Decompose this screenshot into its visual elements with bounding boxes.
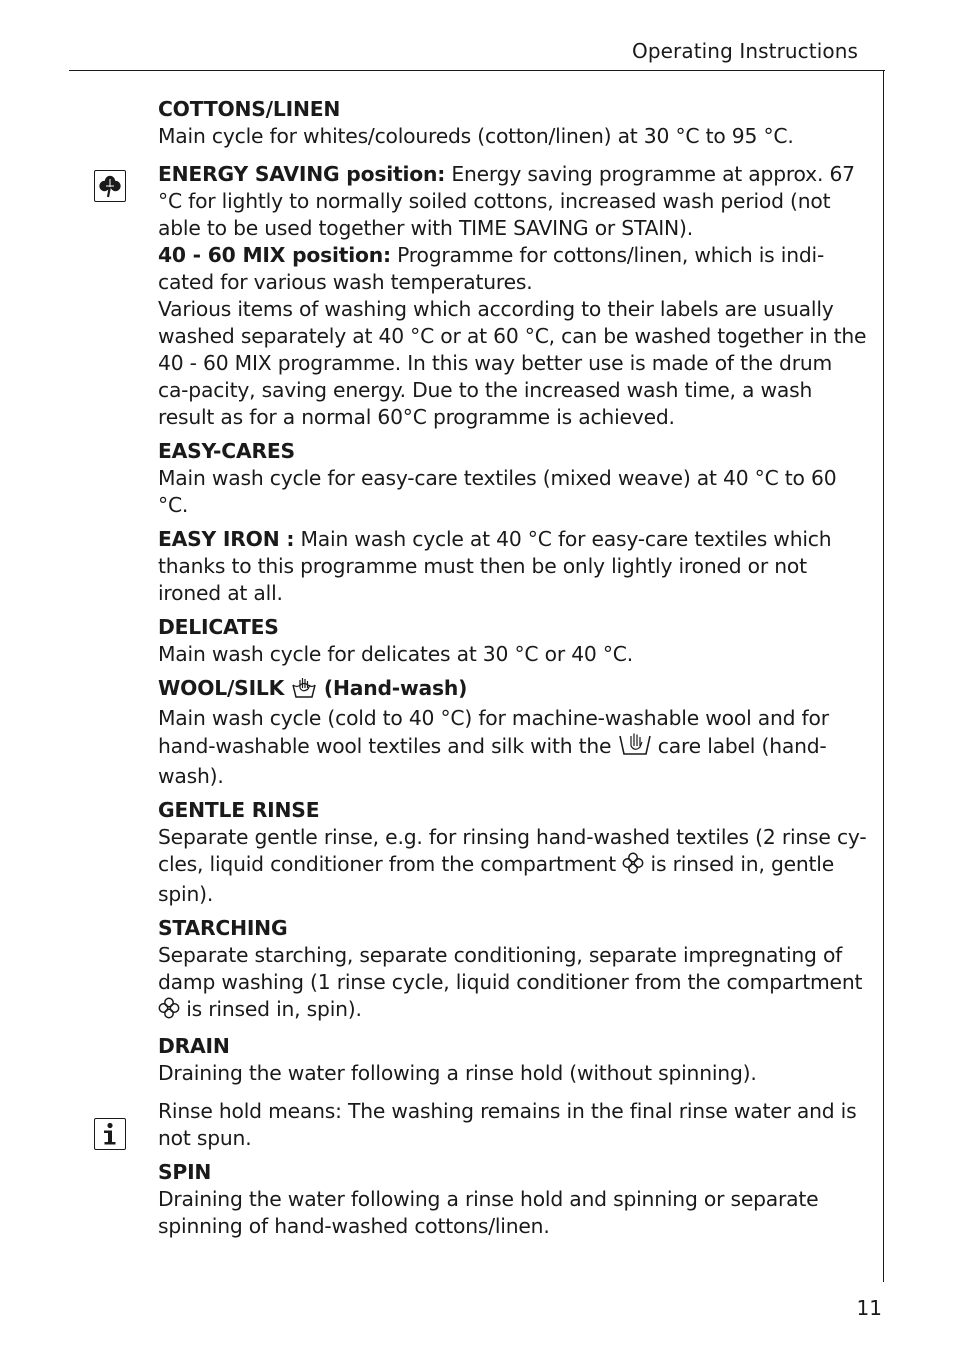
- section-title-easy-cares: EASY-CARES: [158, 439, 295, 463]
- wool-title-text: WOOL/SILK: [158, 676, 285, 700]
- section-title-drain: DRAIN: [158, 1034, 230, 1058]
- drain-description: Draining the water following a rinse hold (without spinning).: [158, 1061, 757, 1085]
- programme-descriptions: [158, 96, 868, 1247]
- section-drain: [158, 1033, 868, 1152]
- mix-text: Programme for cottons/linen, which is indi-cated for various wash temperatures.: [158, 243, 825, 294]
- energy-saving-text: Energy saving programme at approx. 67 °C for lightly to normally soiled cottons, increased wash period (not able to be used together with TIME SAVING or STAIN).: [158, 162, 855, 240]
- rinse-hold-note: Rinse hold means: The washing remains in the final rinse water and is not spun.: [158, 1099, 857, 1150]
- section-title-delicates: DELICATES: [158, 615, 279, 639]
- info-icon: [94, 1118, 126, 1150]
- rinse-desc-start: Separate gentle rinse, e.g. for rinsing hand-washed textiles (2 rinse cy-cles, liquid conditioner from the compartment: [158, 825, 867, 876]
- rinse-desc-end: is rinsed in, gentle spin).: [158, 852, 835, 906]
- wool-desc-start: Main wash cycle (cold to 40 °C) for machine-washable wool and for hand-washable wool textiles and silk with the: [158, 706, 829, 758]
- flower-compartment-icon: [622, 852, 644, 881]
- section-title-wool-silk: [158, 675, 868, 705]
- easy-cares-description: Main wash cycle for easy-care textiles (mixed weave) at 40 °C to 60 °C.: [158, 466, 837, 517]
- section-starching: [158, 915, 868, 1026]
- hand-wash-care-label-icon: [618, 732, 652, 763]
- various-items-paragraph: Various items of washing which according to their labels are usually washed separately at 40 °C or at 60 °C, can be washed together in the 40 - 60 MIX programme. In this way better use is made of the drum ca-pacity, saving energy. Due to the increased wash time, a wash result as for a normal 60°C programme is achieved.: [158, 297, 867, 429]
- wool-title-suffix: (Hand-wash): [317, 676, 468, 700]
- margin-rule: [883, 70, 884, 1282]
- section-cottons: [158, 96, 868, 431]
- hand-wash-icon: [291, 676, 317, 705]
- mix-paragraph: [158, 242, 868, 296]
- starch-desc-end: is rinsed in, spin).: [180, 997, 362, 1021]
- wool-desc-end: care label (hand-wash).: [158, 734, 827, 788]
- section-title-cottons: COTTONS/LINEN: [158, 97, 341, 121]
- section-wool-silk: [158, 675, 868, 790]
- starch-desc-start: Separate starching, separate conditioning, separate impregnating of damp washing (1 rinse cycle, liquid conditioner from the compartment: [158, 943, 863, 994]
- section-delicates: [158, 614, 868, 668]
- section-gentle-rinse: [158, 797, 868, 908]
- section-title-gentle-rinse: GENTLE RINSE: [158, 798, 320, 822]
- energy-saving-paragraph: [158, 161, 868, 242]
- header-rule: [69, 70, 885, 71]
- flower-compartment-icon: [158, 997, 180, 1026]
- mix-label: 40 - 60 MIX position:: [158, 243, 391, 267]
- energy-saving-label: ENERGY SAVING position:: [158, 162, 446, 186]
- section-title-starching: STARCHING: [158, 916, 288, 940]
- section-spin: [158, 1159, 868, 1240]
- running-header: Operating Instructions: [631, 39, 858, 63]
- section-easy-cares: [158, 438, 868, 607]
- easy-iron-text: Main wash cycle at 40 °C for easy-care textiles which thanks to this programme must then be only lightly ironed or not ironed at all.: [158, 527, 832, 605]
- section-title-spin: SPIN: [158, 1160, 212, 1184]
- clover-icon: [94, 170, 126, 202]
- page-number: 11: [856, 1296, 882, 1320]
- spin-description: Draining the water following a rinse hold and spinning or separate spinning of hand-washed cottons/linen.: [158, 1187, 819, 1238]
- easy-iron-paragraph: [158, 526, 868, 607]
- gentle-rinse-description: [158, 824, 868, 908]
- easy-iron-label: EASY IRON :: [158, 527, 295, 551]
- cottons-description: Main cycle for whites/coloureds (cotton/linen) at 30 °C to 95 °C.: [158, 124, 794, 148]
- starching-description: [158, 942, 868, 1026]
- wool-description: [158, 705, 868, 790]
- delicates-description: Main wash cycle for delicates at 30 °C or 40 °C.: [158, 642, 634, 666]
